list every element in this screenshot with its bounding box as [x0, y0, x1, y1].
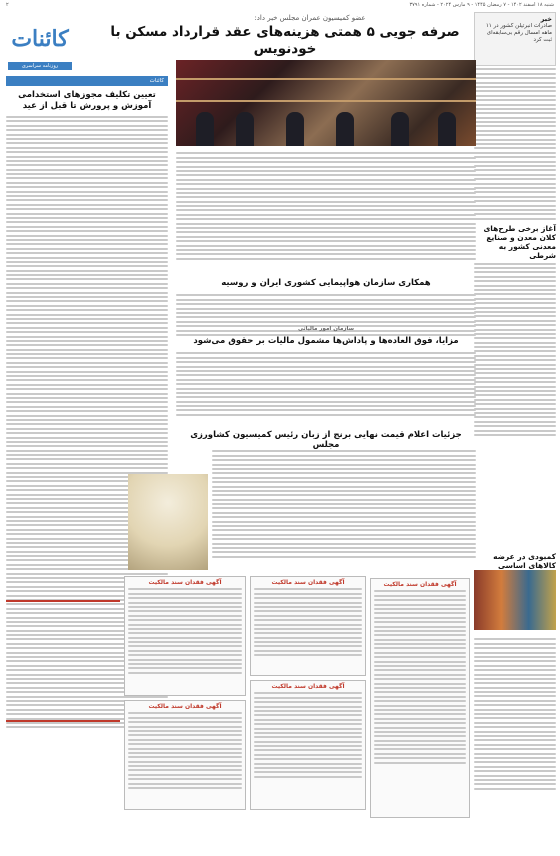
lead-headline: صرفه جویی ۵ همتی هزینه‌های عقد قرارداد مسکن با خودنویس — [110, 24, 460, 57]
notice-title: آگهی فقدان سند مالکیت — [271, 579, 345, 586]
date-text: شنبه ۱۸ اسفند ۱۴۰۲ - ۷ رمضان ۱۴۴۵ - ۹ مارس ۲۰۲۴ - شماره ۳۷۹۱ — [409, 2, 554, 8]
left-heading: تعیین تکلیف مجوزهای استخدامی آموزش و پرورش تا قبل از عید — [18, 90, 156, 111]
top-news-box — [474, 12, 556, 66]
rice-photo — [128, 474, 208, 570]
notice-divider — [6, 600, 120, 602]
market-photo — [474, 570, 556, 630]
right-column-text — [474, 68, 556, 219]
tax-kicker: سازمان امور مالیاتی — [297, 326, 354, 332]
rice-text — [212, 448, 476, 560]
notice-title: آگهی فقدان سند مالکیت — [148, 579, 222, 586]
tax-text — [176, 350, 476, 418]
market-text — [474, 636, 556, 792]
notice-title: آگهی فقدان سند مالکیت — [271, 683, 345, 690]
sidebar-heading: آغاز برخی طرح‌های کلان معدن و صنایع معدنی کشور به شرطی — [483, 223, 556, 260]
notice-divider — [6, 720, 120, 722]
aviation-heading: همکاری سازمان هواپیمایی کشوری ایران و روسیه — [221, 278, 431, 288]
notice-title: آگهی فقدان سند مالکیت — [148, 703, 222, 710]
lead-photo — [176, 60, 476, 146]
date-line — [0, 0, 560, 12]
lead-article-text — [176, 150, 476, 262]
notice-box-4 — [124, 700, 246, 810]
top-box-text: صادرات انبرتیلن کشور در ۱۱ ماهه امسال رقم بی‌سابقه‌ای ثبت کرد — [485, 23, 552, 43]
lead-kicker: عضو کمیسیون عمران مجلس خبر داد: — [254, 14, 366, 22]
notice-box-1 — [124, 576, 246, 696]
page-number: ۲ — [6, 2, 9, 8]
tax-heading: مزایا، فوق العاده‌ها و پاداش‌ها مشمول مالیات بر حقوق می‌شود — [193, 336, 459, 346]
top-box-title: خبر — [540, 15, 552, 23]
notice-box-5 — [250, 680, 366, 810]
notice-box-2 — [250, 576, 366, 676]
newspaper-logo: کائنات — [11, 26, 69, 52]
notice-title: آگهی فقدان سند مالکیت — [383, 581, 457, 588]
sidebar-text — [474, 263, 556, 436]
rice-heading: جزئیات اعلام قیمت نهایی برنج از زبان رئیس کمیسیون کشاورزی مجلس — [190, 430, 462, 450]
logo-subtitle: روزنامه سراسری — [8, 62, 72, 70]
market-heading: کمبودی در عرضه کالاهای اساسی — [493, 552, 556, 570]
notice-box-3 — [370, 578, 470, 818]
left-banner: کائنات — [6, 76, 168, 86]
